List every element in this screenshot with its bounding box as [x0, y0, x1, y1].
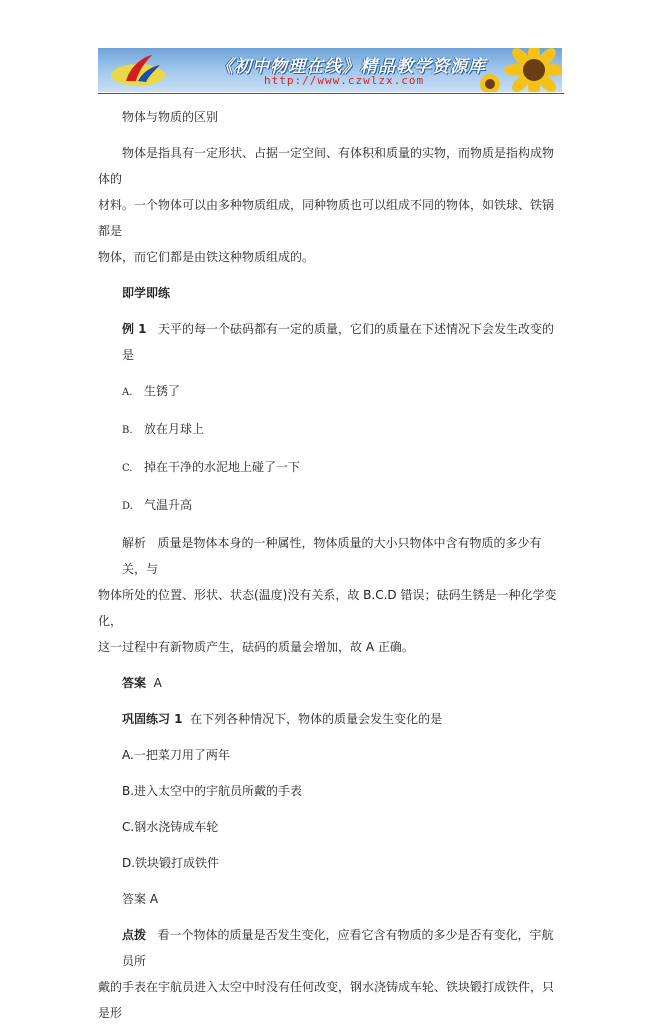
intro-line: 物体是指具有一定形状、占据一定空间、有体积和质量的实物，而物质是指构成物体的 [98, 146, 555, 186]
exercise-option-a: A.一把菜刀用了两年 [122, 748, 230, 762]
tip-paragraph [98, 922, 564, 1026]
intro-paragraph [98, 140, 564, 270]
option-letter: C. [122, 463, 133, 474]
option-text: 掉在干净的水泥地上碰了一下 [144, 460, 301, 474]
sunflower-icon [472, 48, 562, 92]
exercise-option-b: B.进入太空中的宇航员所戴的手表 [122, 784, 303, 798]
option-a [98, 378, 564, 406]
option-letter: A. [122, 387, 133, 398]
option-c [98, 454, 564, 482]
option-text: 放在月球上 [144, 422, 205, 436]
header-divider [98, 93, 564, 94]
option-text: 生锈了 [144, 384, 181, 398]
tip-line [98, 922, 564, 974]
example-label: 例 1 [122, 322, 147, 336]
analysis-line: 这一过程中有新物质产生，砝码的质量会增加，故 A 正确。 [98, 640, 414, 654]
intro-line: 材料。一个物体可以由多种物质组成，同种物质也可以组成不同的物体，如铁球、铁锅都是 [98, 198, 555, 238]
analysis-paragraph [98, 530, 564, 660]
practice-heading: 即学即练 [122, 286, 171, 300]
example-question-text: 天平的每一个砝码都有一定的质量，它们的质量在下述情况下会发生改变的是 [122, 322, 554, 362]
analysis-line [98, 530, 564, 582]
analysis-label: 解析 [122, 536, 147, 550]
exercise-option-c: C.钢水浇铸成车轮 [122, 820, 219, 834]
exercise-question-text: 在下列各种情况下，物体的质量会发生变化的是 [190, 712, 443, 726]
option-letter: B. [122, 425, 133, 436]
exercise-question [98, 706, 564, 732]
exercise-label: 巩固练习 1 [122, 712, 183, 726]
tip-label: 点拨 [122, 928, 147, 942]
answer-value: A [153, 676, 162, 690]
option-b [98, 416, 564, 444]
header-banner [98, 48, 562, 92]
intro-line: 物体，而它们都是由铁这种物质组成的。 [98, 250, 315, 264]
exercise-option-d: D.铁块锻打成铁件 [122, 856, 220, 870]
tip-line: 戴的手表在宇航员进入太空中时没有任何改变，钢水浇铸成车轮、铁块锻打成铁件，只是形 [98, 980, 555, 1020]
answer-label: 答案 [122, 676, 147, 690]
example-question [98, 316, 564, 368]
example-answer [98, 670, 564, 696]
option-text: 气温升高 [144, 498, 193, 512]
exercise-answer: 答案 A [122, 892, 159, 906]
section-title: 物体与物质的区别 [122, 110, 219, 124]
document-body [98, 104, 564, 1026]
analysis-line: 物体所处的位置、形状、状态(温度)没有关系，故 B.C.D 错误；砝码生锈是一种化学变化， [98, 588, 557, 628]
analysis-text: 质量是物体本身的一种属性，物体质量的大小只物体中含有物质的多少有关，与 [122, 536, 542, 576]
logo-icon [108, 51, 168, 89]
option-letter: D. [122, 501, 133, 512]
tip-text: 看一个物体的质量是否发生变化，应看它含有物质的多少是否有变化，宇航员所 [122, 928, 554, 968]
option-d [98, 492, 564, 520]
banner-url: http://www.czwlzx.com [264, 74, 425, 87]
banner-title: 《初中物理在线》精品教学资源库 [216, 57, 486, 77]
